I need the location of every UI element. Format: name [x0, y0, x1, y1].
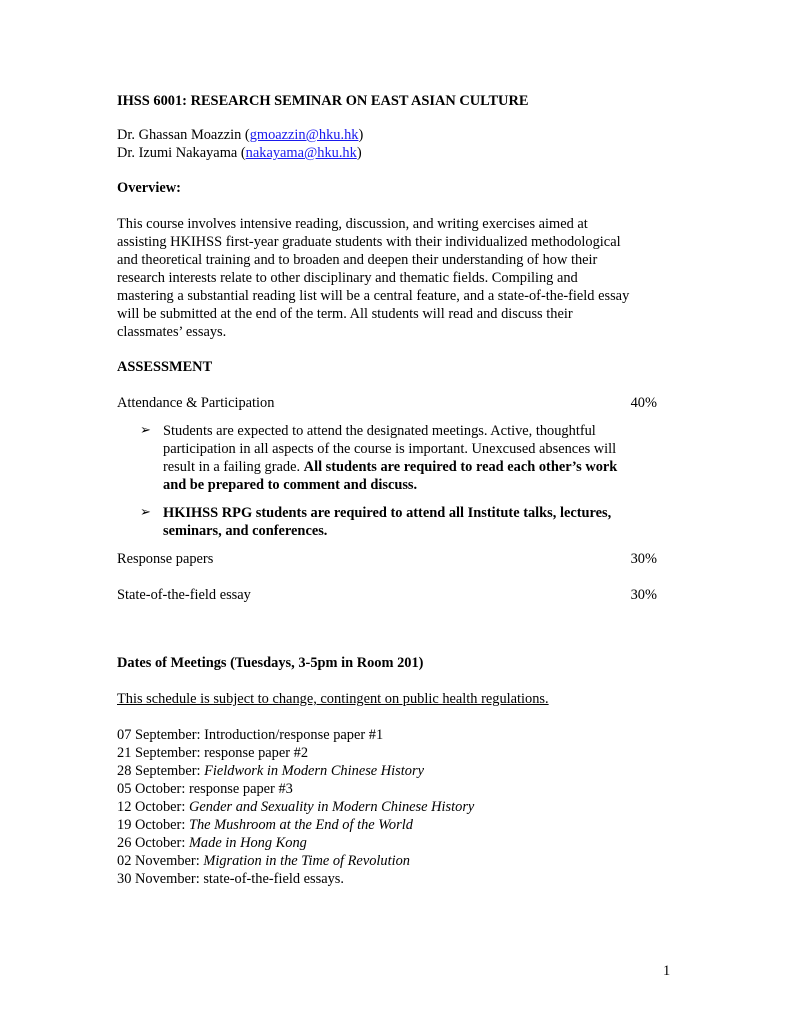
schedule-date: 07 September: [117, 727, 201, 743]
schedule-date: 12 October: [117, 799, 186, 815]
bullet-bold-line: seminars, and conferences. [163, 523, 328, 539]
schedule-date: 26 October: [117, 835, 186, 851]
assessment-weight: 30% [630, 587, 657, 603]
email-link[interactable]: gmoazzin@hku.hk [249, 127, 359, 143]
assessment-row [117, 394, 657, 412]
closing-paren: ) [358, 127, 364, 143]
schedule-topic: Migration in the Time of Revolution [199, 853, 410, 869]
overview-heading: Overview: [117, 180, 181, 196]
instructor-name: Dr. Izumi Nakayama ( [117, 145, 246, 161]
paragraph-line: and theoretical training and to broaden and deepen their understanding of how their [117, 252, 598, 268]
bullet-line: Students are expected to attend the designated meetings. Active, thoughtful [163, 423, 596, 439]
instructor-name: Dr. Ghassan Moazzin ( [117, 127, 250, 143]
paragraph-line: research interests relate to other disciplinary and thematic fields. Compiling and [117, 270, 578, 286]
attendance-bullets [117, 422, 657, 540]
document-page [117, 92, 657, 888]
schedule-item [117, 834, 657, 852]
schedule-topic: Introduction/response paper #1 [200, 727, 384, 743]
schedule-item [117, 852, 657, 870]
schedule-item [117, 798, 657, 816]
schedule-date: 05 October: [117, 781, 186, 797]
paragraph-line: assisting HKIHSS first-year graduate students with their individualized methodological [117, 234, 621, 250]
schedule-date: 21 September: [117, 745, 201, 761]
instructor-contacts [117, 126, 657, 162]
email-link[interactable]: nakayama@hku.hk [245, 145, 357, 161]
paragraph-line: This course involves intensive reading, discussion, and writing exercises aimed at [117, 216, 588, 232]
assessment-row [117, 550, 657, 568]
bullet-bold-text: All students are required to read each other’s work [303, 459, 618, 475]
arrow-bullet-icon: ➢ [140, 505, 151, 520]
arrow-bullet-icon: ➢ [140, 423, 151, 438]
paragraph-line: classmates’ essays. [117, 324, 227, 340]
instructor-line [117, 126, 657, 144]
schedule-topic: The Mushroom at the End of the World [185, 817, 413, 833]
overview-paragraph [117, 215, 657, 341]
meeting-schedule [117, 726, 657, 888]
bullet-text: result in a failing grade. [163, 459, 304, 475]
bullet-line [163, 458, 657, 476]
schedule-item [117, 762, 657, 780]
assessment-weight: 30% [630, 551, 657, 567]
assessment-label: State-of-the-field essay [117, 587, 251, 603]
schedule-item [117, 870, 657, 888]
schedule-item [117, 726, 657, 744]
page-number: 1 [663, 963, 671, 979]
schedule-topic: Fieldwork in Modern Chinese History [200, 763, 424, 779]
schedule-topic: response paper #2 [200, 745, 309, 761]
schedule-topic: state-of-the-field essays. [199, 871, 344, 887]
schedule-notice: This schedule is subject to change, contingent on public health regulations. [117, 691, 549, 707]
meetings-heading: Dates of Meetings (Tuesdays, 3-5pm in Room 201) [117, 655, 424, 671]
bullet-bold-line: HKIHSS RPG students are required to attend all Institute talks, lectures, [163, 505, 612, 521]
schedule-topic: Made in Hong Kong [185, 835, 307, 851]
assessment-weight: 40% [630, 395, 657, 411]
schedule-date: 19 October: [117, 817, 186, 833]
assessment-heading: ASSESSMENT [117, 359, 213, 375]
bullet-item [117, 422, 657, 494]
schedule-item [117, 744, 657, 762]
bullet-item [117, 504, 657, 540]
schedule-topic: Gender and Sexuality in Modern Chinese History [185, 799, 475, 815]
assessment-row [117, 586, 657, 604]
schedule-item [117, 780, 657, 798]
schedule-topic: response paper #3 [185, 781, 293, 797]
assessment-label: Response papers [117, 551, 214, 567]
paragraph-line: will be submitted at the end of the term. All students will read and discuss their [117, 306, 573, 322]
schedule-date: 30 November: [117, 871, 200, 887]
paragraph-line: mastering a substantial reading list will be a central feature, and a state-of-the-field essay [117, 288, 630, 304]
assessment-label: Attendance & Participation [117, 395, 275, 411]
bullet-line: participation in all aspects of the course is important. Unexcused absences will [163, 441, 617, 457]
closing-paren: ) [356, 145, 362, 161]
instructor-line [117, 144, 657, 162]
bullet-bold-line: and be prepared to comment and discuss. [163, 477, 418, 493]
schedule-item [117, 816, 657, 834]
schedule-date: 02 November: [117, 853, 200, 869]
course-title: IHSS 6001: RESEARCH SEMINAR ON EAST ASIAN CULTURE [117, 93, 529, 109]
schedule-date: 28 September: [117, 763, 201, 779]
